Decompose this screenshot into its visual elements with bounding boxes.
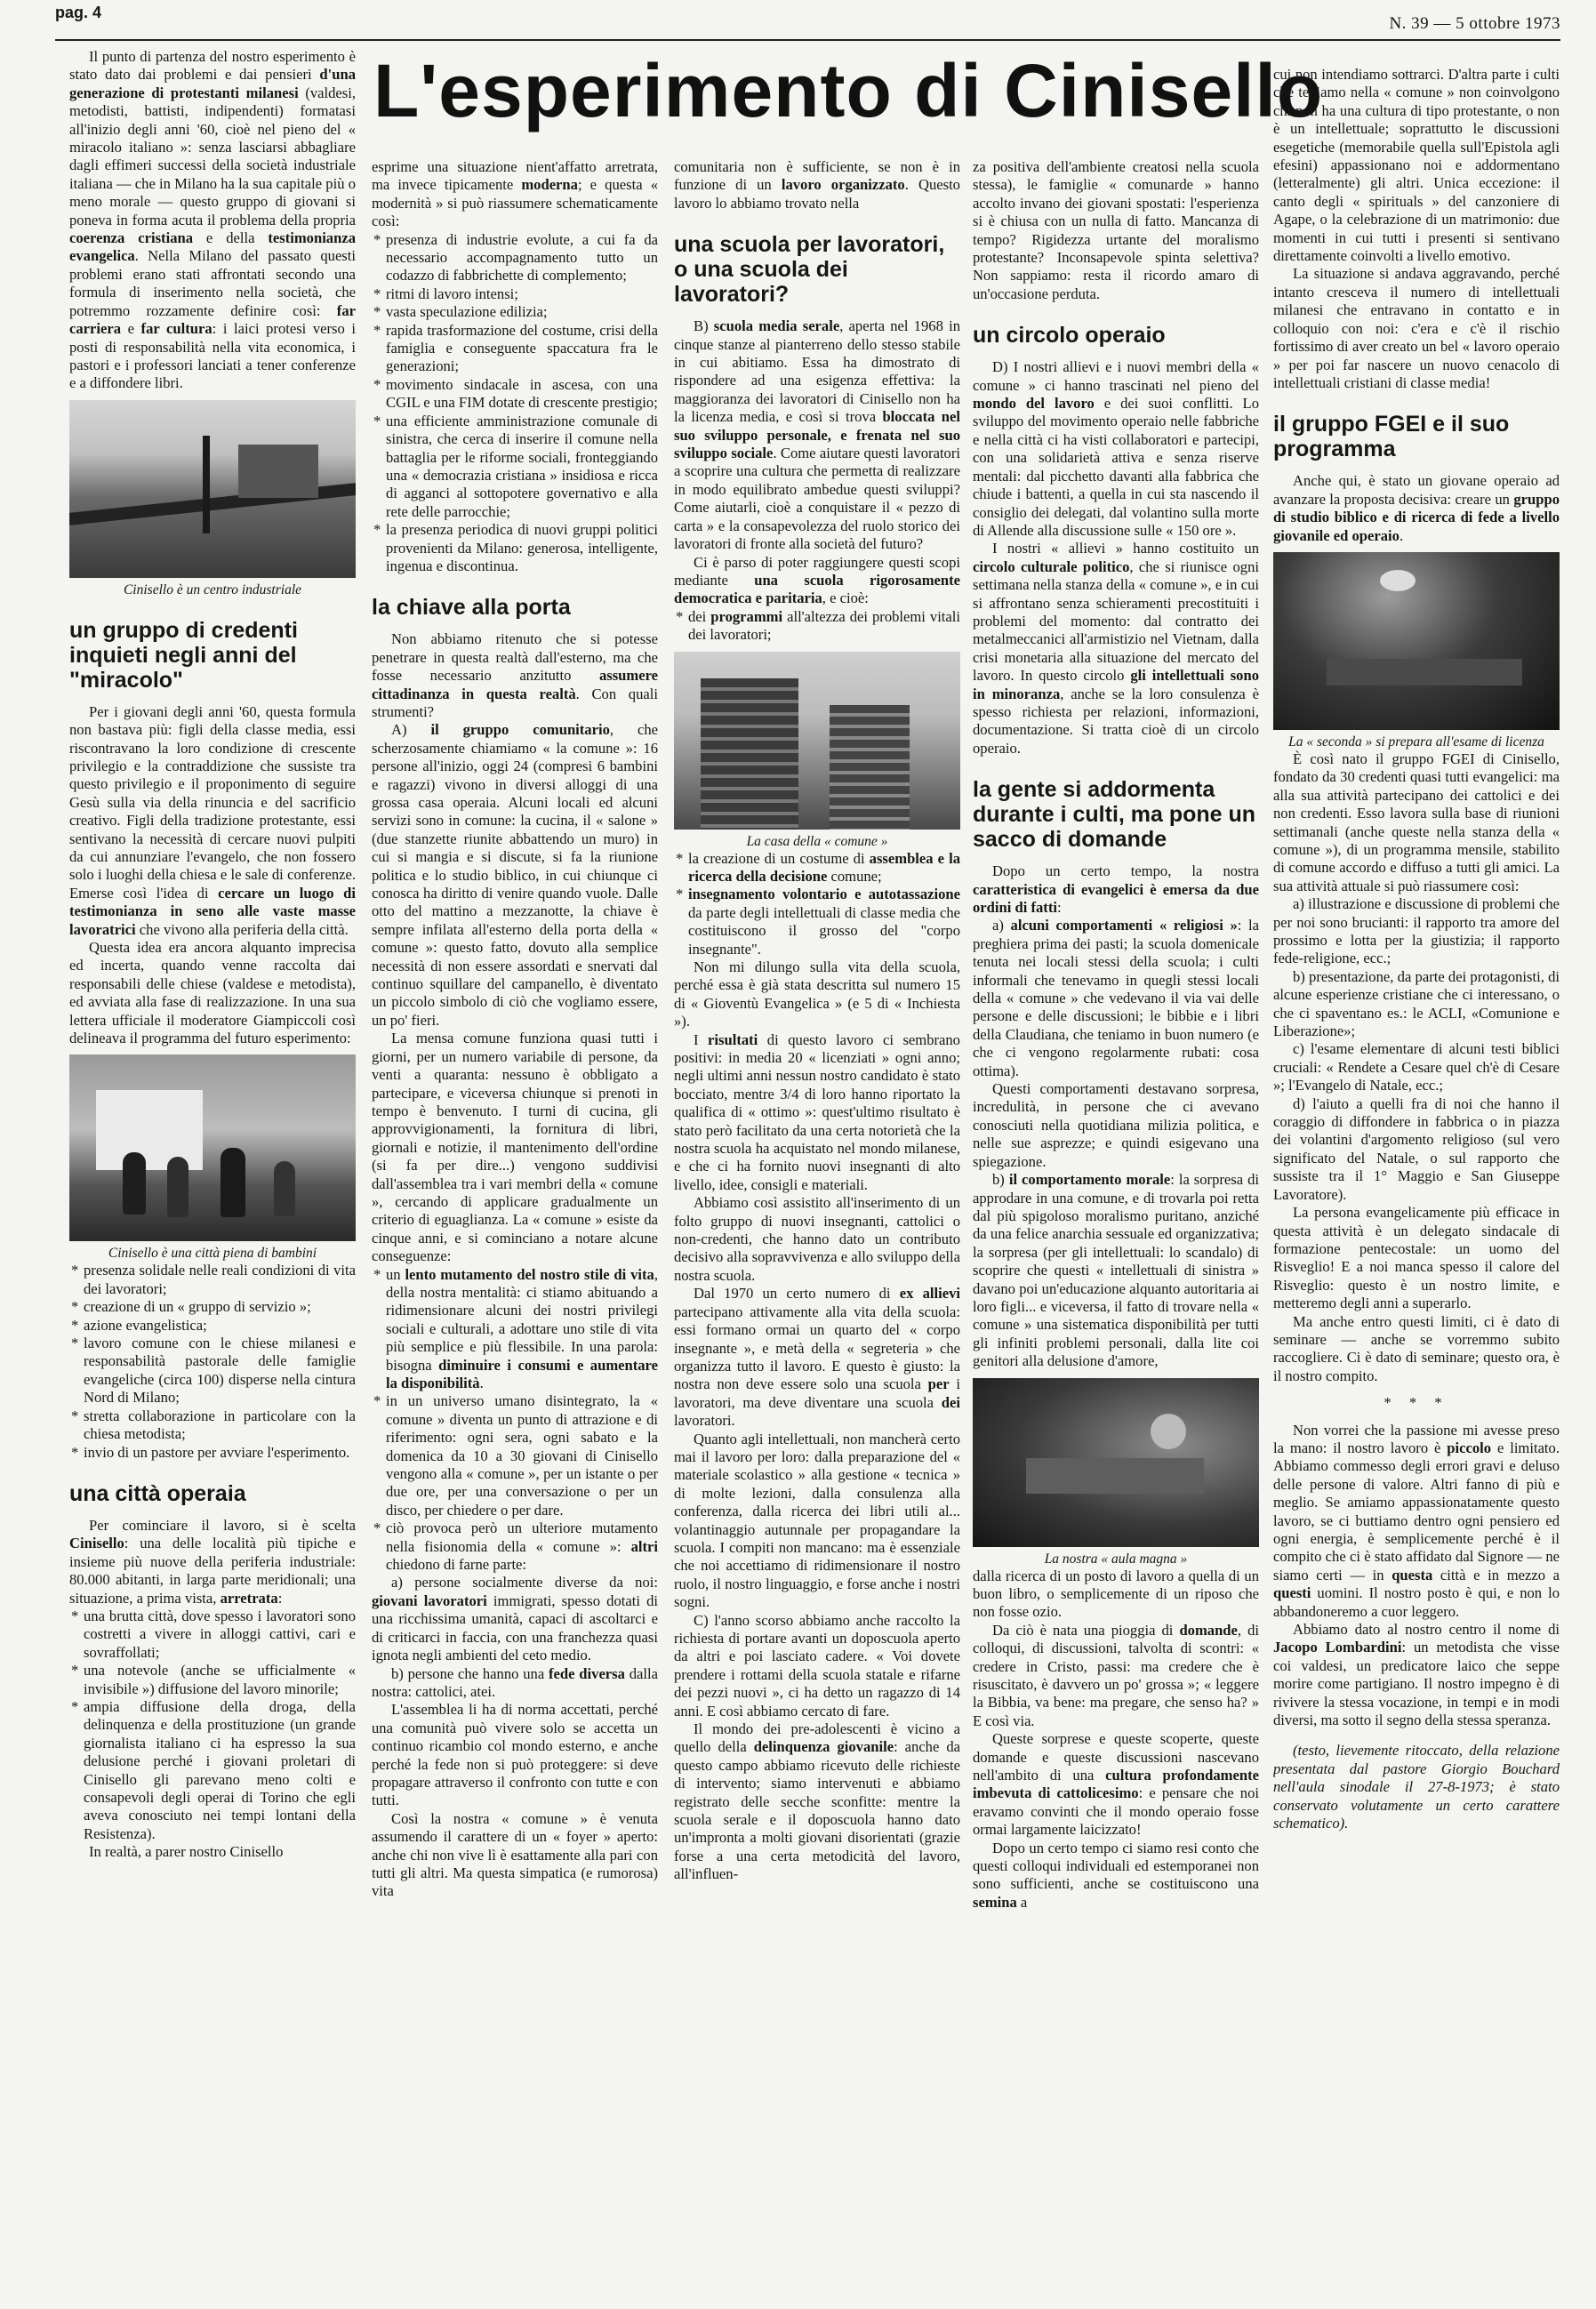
- issue-date: N. 39 — 5 ottobre 1973: [1389, 14, 1560, 33]
- paragraph: Questa idea era ancora alquanto imprecisa ed incerta, quando venne raccolta dai responsabili delle chiese (valdese e metodista), ed avviata alla fase di realizzazione. In una sua lettera ufficiale il moderatore Giampiccoli così delineava il programma del futuro esperimento:: [69, 939, 356, 1047]
- column-3: [674, 158, 960, 2289]
- paragraph: Da ciò è nata una pioggia di domande, di colloqui, di discussioni, talvolta di scontri: « credere in Cristo, passi: ma credere che è risuscitato, è davvero un po' grossa »; « leggere la Bibbia, va bene: ma pregare, che senso ha? » E così via.: [973, 1621, 1259, 1729]
- list-item: * stretta collaborazione in particolare con la chiesa metodista;: [84, 1407, 356, 1444]
- subheading: la gente si addormenta durante i culti, ma pone un sacco di domande: [973, 777, 1256, 853]
- list-item: * un lento mutamento del nostro stile di vita, della nostra mentalità: ci stiamo abituando a ridimensionare alcuni dei nostri privilegi sociali e culturali, a adottare uno stile di vita più semplice e più flessibile. In una parola: bisogna diminuire i consumi e aumentare la disponibilità.: [386, 1266, 658, 1393]
- paragraph: dalla ricerca di un posto di lavoro a quella di un buon libro, o semplicemente di un riposo che non fosse ozio.: [973, 1567, 1259, 1621]
- photo-caption: Cinisello è una città piena di bambini: [108, 1246, 317, 1262]
- paragraph: Così la nostra « comune » è venuta assumendo il carattere di un « foyer » aperto: anche chi non vive lì è esattamente alla pari con tutti gli altri. Ma questa simpatica (e rumorosa) vita: [372, 1809, 658, 1900]
- paragraph: I risultati di questo lavoro ci sembrano positivi: in media 20 « licenziati » ogni anno; negli ultimi anni nessun nostro candidato è stato bocciato, mentre 3/4 di loro hanno riportato la qualifica di « ottimo »: quest'ultimo risultato è stato però facilitato da una certa notorietà che la nostra scuola ha acquistato nel mondo milanese, e che ci ha fornito nuovi insegnanti di alto livello, idee, consigli e materiali.: [674, 1030, 960, 1193]
- editor-note: (testo, lievemente ritoccato, della relazione presentata dal pastore Giorgio Bouchard nell'aula sinodale il 27-8-1973; è stato conservato volutamente un certo carattere schematico).: [1273, 1742, 1560, 1832]
- list-item: * presenza di industrie evolute, a cui fa da necessario accompagnamento tutto un codazzo di fabbrichette di complemento;: [386, 231, 658, 285]
- list-item: * la creazione di un costume di assemblea e la ricerca della decisione comune;: [688, 850, 960, 886]
- list-item: * lavoro comune con le chiese milanesi e responsabilità pastorale delle famiglie evangeliche (circa 100) disperse nella cintura Nord di Milano;: [84, 1335, 356, 1407]
- paragraph: Non vorrei che la passione mi avesse preso la mano: il nostro lavoro è piccolo e limitato. Abbiamo commesso degli errori gravi e deluso delle persone di valore. Altri fanno di più e meglio. Se amiamo appassionatamente questo lavoro, se ci buttiamo dentro ogni pensiero ed ogni energia, è semplicemente perché è il compito che ci è stato affidato dal Signore — ne siamo certi — in questa città e in mezzo a questi uomini. Il nostro posto è qui, e non lo abbandoneremo a cuor leggero.: [1273, 1421, 1560, 1620]
- school-list: [674, 608, 960, 645]
- list-item: * movimento sindacale in ascesa, con una CGIL e una FIM dotate di crescente prestigio;: [386, 376, 658, 413]
- list-item: * ampia diffusione della droga, della delinquenza e della prostituzione (un grande giornalista italiano ci ha espresso la sua delusione perché i giovani proletari di Cinisello gli parevano meno colti e consapevoli degli operai di Torino che egli aveva conosciuto nei tempi lontani della Resistenza).: [84, 1698, 356, 1843]
- photo-caption: Cinisello è un centro industriale: [123, 581, 302, 597]
- list-item: * ciò provoca però un ulteriore mutamento nella fisionomia della « comune »: altri chiedono di farne parte:: [386, 1519, 658, 1574]
- paragraph: I nostri « allievi » hanno costituito un circolo culturale politico, che si riunisce ogni settimana nella stanza della « comune », e in cui si affrontano senza schieramenti precostituiti i problemi del momento: dal contratto dei metalmeccanici all'armistizio nel Vietnam, dalla crisi monetaria alla situazione del mercato del lavoro. In questo circolo gli intellettuali sono in minoranza, anche se la loro consulenza è spesso richiesta per relazioni, informazioni, documentazione. Si tratta cioè di un circolo operaio.: [973, 540, 1259, 757]
- paragraph: Per i giovani degli anni '60, questa formula non bastava più: figli della classe media, essi riscontravano la loro condizione di crescente privilegio e la contraddizione che sussiste tra questo privilegio e il proponimento di seguire Gesù sulla via della rinuncia e del sacrificio creativo. Figli della tradizione protestante, essi sentivano la necessità di cercare nuovi pulpiti da cui annunziare l'evangelo, che non fossero solo i luoghi della chiesa e le sale di conferenze. Emerse così l'idea di cercare un luogo di testimonianza in seno alle vaste masse lavoratrici che vivono alla periferia della città.: [69, 702, 356, 938]
- photo-industrial-centre: [69, 400, 356, 578]
- paragraph: In realtà, a parer nostro Cinisello: [89, 1843, 284, 1861]
- list-item: * vasta speculazione edilizia;: [386, 303, 658, 321]
- paragraph: La persona evangelicamente più efficace in questa attività è un delegato sindacale di formazione pentecostale: un uomo del Risveglio! E a noi manca spesso il calore del Risveglio: questo è un nostro limite, e metteremo degli anni a superarlo.: [1273, 1204, 1560, 1312]
- paragraph: B) scuola media serale, aperta nel 1968 in cinque stanze al pianterreno dello stesso stabile in cui abitiamo. Essa ha dimostrato di rispondere ad una esigenza effettiva: la maggioranza dei lavoratori di Cinisello non ha la licenza media, e così si trova bloccata nel suo sviluppo personale, e frenata nel suo sviluppo sociale. Come aiutare questi lavoratori a scoprire una cultura che permetta di realizzare in modo equilibrato ambedue questi sviluppi? Come aiutarli, cioè a conquistare il « pezzo di carta » e la consapevolezza del ruolo storico dei lavoratori di fronte alla società del futuro?: [674, 317, 960, 553]
- school-list-2: [674, 850, 960, 958]
- list-item: * rapida trasformazione del costume, crisi della famiglia e conseguente spaccatura fra le generazioni;: [386, 322, 658, 376]
- paragraph: Abbiamo così assistito all'inserimento di un folto gruppo di nuovi insegnanti, cattolici o non-credenti, che hanno dato un contributo decisivo alla sopravvivenza e allo sviluppo della nostra scuola.: [674, 1194, 960, 1284]
- paragraph: esprime una situazione nient'affatto arretrata, ma invece tipicamente moderna; e questa « modernità » si può riassumere schematicamente così:: [372, 158, 658, 230]
- paragraph: A) il gruppo comunitario, che scherzosamente chiamiamo « la comune »: 16 persone all'inizio, oggi 24 (compresi 6 bambini e ragazzi) vivono in diversi alloggi di una grossa casa operaia. Alcuni locali ed alcuni servizi sono in comune: la cucina, il « salone » (due stanzette riunite abbattendo un muro) in cui si mangia e si discute, si fa la riunione politica e lo studio biblico, in cui chiunque ci conosca ha diritto di venire quando vuole. Dalle otto del mattino a mezzanotte, la chiave è sempre infilata all'esterno della porta della « comune »: questo fatto, dovuto alla semplice necessità di non essere assordati e snervati dal continuo squillare del campanello, è diventato un piccolo simbolo di ciò che vogliamo essere, un po' fieri.: [372, 721, 658, 1029]
- paragraph: Dal 1970 un certo numero di ex allievi partecipano attivamente alla vita della scuola: essi formano ormai un quarto del « corpo insegnante », e metà della « segreteria » che organizza tutto il lavoro. E questo è giusto: la nostra non deve essere solo una scuola per i lavoratori, ma deve diventare una scuola dei lavoratori.: [674, 1285, 960, 1430]
- list-item: * creazione di un « gruppo di servizio »;: [84, 1298, 356, 1316]
- paragraph: Dopo un certo tempo, la nostra caratteristica di evangelici è emersa da due ordini di fatti:: [973, 862, 1259, 916]
- paragraph: Ma anche entro questi limiti, ci è dato di seminare — anche se vorremmo subito raccogliere. Ci è dato di seminare; questo ora, è il nostro compito.: [1273, 1312, 1560, 1384]
- subheading: la chiave alla porta: [372, 595, 571, 621]
- photo-aula-magna: [973, 1378, 1259, 1547]
- photo-exam-preparation: [1273, 552, 1560, 730]
- column-4: [973, 158, 1259, 2289]
- subheading: un gruppo di credenti inquieti negli anni del "miracolo": [69, 617, 298, 693]
- paragraph: b) persone che hanno una fede diversa dalla nostra: cattolici, atei.: [372, 1664, 658, 1700]
- column-5: [1273, 66, 1560, 2289]
- paragraph: Non mi dilungo sulla vita della scuola, perché essa è già stata descritta sul numero 15 di « Gioventù Evangelica » (e 5 di « Inchiesta »).: [674, 958, 960, 1030]
- list-item: * una efficiente amministrazione comunale di sinistra, che cerca di inserire il comune nella battaglia per le riforme sociali, fronteggiando una « democrazia cristiana » insidiosa e ricca di agganci al sottopotere governativo e alla rete delle parrocchie;: [386, 413, 658, 521]
- list-item: * invio di un pastore per avviare l'esperimento.: [84, 1444, 356, 1462]
- list-item: * la presenza periodica di nuovi gruppi politici provenienti da Milano: generosa, intelligente, ingenua e discontinua.: [386, 521, 658, 575]
- paragraph: a) illustrazione e discussione di problemi che per noi sono brucianti: il rapporto tra amore del prossimo e lotta per la giustizia; il rapporto fede-religione, ecc.;: [1273, 895, 1560, 967]
- paragraph: La situazione si andava aggravando, perché intanto cresceva il numero di intellettuali milanesi che entravano in contatto e in colloquio con noi: c'era e c'è il rischio fortissimo di aver creato un bel « lavoro operaio » per poi far nascere un nuovo cenacolo di intellettuali cristiani di classe media!: [1273, 265, 1560, 391]
- paragraph: D) I nostri allievi e i nuovi membri della « comune » ci hanno trascinati nel pieno del mondo del lavoro e dei suoi conflitti. Lo sviluppo del movimento operaio nelle fabbriche e nella città ci ha visti collaboratori e partecipi, con una solidarietà attiva e senza riserve mentali: dal picchetto davanti alla fabbrica che chiude i battenti, a quella in cui sta nascendo il consiglio dei delegati, dal volantino sulla morte di Allende alla discussione sulle « 150 ore ».: [973, 358, 1259, 539]
- paragraph: Il mondo dei pre-adolescenti è vicino a quello della delinquenza giovanile: anche da questo campo abbiamo ricevuto delle richieste di intervento; siamo intervenuti e abbiamo registrato delle secche sconfitte: mentre la scuola serale e il doposcuola hanno dato un'impronta a molti giovani disorientati (grazie forse a una certa metodicità del lavoro, all'influen-: [674, 1720, 960, 1883]
- program-list: [69, 1262, 356, 1461]
- paragraph: a) alcuni comportamenti « religiosi »: la preghiera prima dei pasti; la scuola domenicale tenuta nei locali stessi della scuola; i culti informali che tenevamo in quegli stessi locali della « comune » che vedevano il via vai delle persone e delle discussioni; le bibbie e i libri della Claudiana, che teniamo in buon numero (e che ci vengono regolarmente rubati: cosa ottima).: [973, 917, 1259, 1079]
- subheading: il gruppo FGEI e il suo programma: [1273, 412, 1510, 462]
- paragraph: c) l'esame elementare di alcuni testi biblici cruciali: « Rendete a Cesare quel ch'è di Cesare »; l'Evangelo di Natale, ecc.;: [1273, 1040, 1560, 1094]
- paragraph: Quanto agli intellettuali, non mancherà certo mai il lavoro per loro: dalla preparazione del « materiale scolastico » alla gestione « tecnica » di molte lezioni, dalla consulenza alla conferenza, dalla ricerca dei libri utili al... volantinaggio autunnale per propagandare la scuola. I compiti non mancano: ma è essenziale che noi accettiamo di ridimensionare il nostro ruolo, il nostro linguaggio, e forse anche i nostri sogni.: [674, 1430, 960, 1611]
- modernity-list: [372, 231, 658, 576]
- paragraph: Ci è parso di poter raggiungere questi scopi mediante una scuola rigorosamente democratica e paritaria, e cioè:: [674, 553, 960, 607]
- paragraph: L'assemblea li ha di norma accettati, perché una comunità può vivere solo se accetta un continuo ricambio col mondo esterno, e anche perché la fede non si può proteggere: si deve propagare attraverso il confronto con tutte e con tutti.: [372, 1701, 658, 1809]
- paragraph: È così nato il gruppo FGEI di Cinisello, fondato da 30 credenti quasi tutti evangelici: ma alla sua attività partecipano dei cattolici e dei non credenti. Esso lavora sulla base di riunioni settimanali (anche queste nella stanza della « comune »), di un programma mensile, stabilito di comune accordo e diffuso a tutti gli amici. La sua attività attuale si può riassumere così:: [1273, 750, 1560, 894]
- page-number: pag. 4: [55, 4, 102, 21]
- subheading: una scuola per lavoratori, o una scuola dei lavoratori?: [674, 232, 945, 308]
- list-item: * una brutta città, dove spesso i lavoratori sono costretti a vivere in alloggi cattivi, cari e sovraffollati;: [84, 1607, 356, 1662]
- paragraph: b) presentazione, da parte dei protagonisti, di alcune esperienze cristiane che ci interessano, o che ci spaventano es.: le ACLI, «Comunione e Liberazione»;: [1273, 967, 1560, 1040]
- paragraph: Non abbiamo ritenuto che si potesse penetrare in questa realtà dall'esterno, ma che fosse necessario anzitutto assumere cittadinanza in questa realtà. Con quali strumenti?: [372, 630, 658, 720]
- paragraph: C) l'anno scorso abbiamo anche raccolto la richiesta di portare avanti un doposcuola aperto da altri e poi lasciato cadere. « Voi dovete prendere i rottami della scuola statale e rifarne dei pezzi nuovi », ci ha detto un ragazzo di 14 anni. E così abbiamo cercato di fare.: [674, 1611, 960, 1720]
- paragraph: a) persone socialmente diverse da noi: giovani lavoratori immigrati, spesso dotati di una ricchissima umanità, capaci di ascoltarci e di criticarci in faccia, con una franchezza quasi ignota negli ambienti del ceto medio.: [372, 1574, 658, 1664]
- paragraph: d) l'aiuto a quelli fra di noi che hanno il coraggio di diffondere in fabbrica o in piazza dei volantini d'argomento religioso (sul vero significato del Natale, o sul rapporto che sussiste tra il 1° Maggio e San Giuseppe Lavoratore).: [1273, 1094, 1560, 1203]
- paragraph: Per cominciare il lavoro, si è scelta Cinisello: una delle località più tipiche e insieme più nuove della periferia industriale: 80.000 abitanti, in larga parte meridionali; una situazione, a prima vista, arretrata:: [69, 1516, 356, 1607]
- photo-comune-house: [674, 652, 960, 830]
- list-item: * dei programmi all'altezza dei problemi vitali dei lavoratori;: [688, 608, 960, 645]
- header-rule: [55, 39, 1560, 41]
- paragraph: Queste sorprese e queste scoperte, queste domande e queste discussioni nascevano nell'ambito di una cultura profondamente imbevuta di cattolicesimo: e pensare che noi eravamo convinti che il mondo operaio fosse ormai largamente laicizzato!: [973, 1730, 1259, 1839]
- subheading: una città operaia: [69, 1480, 246, 1506]
- list-item: * una notevole (anche se ufficialmente « invisibile ») diffusione del lavoro minorile;: [84, 1662, 356, 1698]
- paragraph: Abbiamo dato al nostro centro il nome di Jacopo Lombardini: un metodista che visse coi valdesi, un predicatore laico che seppe morire come partigiano. Il nostro impegno è di rivivere la stessa vocazione, in tempi e in modi diversi, ma sotto il segno della stessa speranza.: [1273, 1621, 1560, 1729]
- paragraph: Questi comportamenti destavano sorpresa, incredulità, in persone che ci avevano conosciuti nella quotidiana milizia politica, e nelle sue asprezze; e quindi esigevano una spiegazione.: [973, 1080, 1259, 1170]
- list-item: * insegnamento volontario e autotassazione da parte degli intellettuali di classe media che costituiscono il grosso del "corpo insegnante".: [688, 886, 960, 958]
- headline: L'esperimento di Cinisello: [373, 49, 1324, 132]
- photo-caption: La « seconda » si prepara all'esame di licenza: [1288, 734, 1544, 750]
- paragraph: Il punto di partenza del nostro esperimento è stato dato dai problemi e dai pensieri d'una generazione di protestanti milanesi (valdesi, metodisti, battisti, indipendenti) formatasi all'inizio degli anni '60, cioè nel pieno del « miracolo italiano »: senza lasciarsi abbagliare dagli effimeri successi della società industriale italiana — che in Milano ha la sua capitale più o meno morale — questo gruppo di giovani si poneva in forma acuta il problema della propria coerenza cristiana e della testimonianza evangelica. Nella Milano del passato questi problemi erano stati affrontati secondo una formula di inserimento nella società, che potremmo rozzamente definire così: far carriera e far cultura: i laici protesi verso i posti di responsabilità nella vita economica, i pastori e i professori lanciati a tener conferenze e a diffondere libri.: [69, 48, 356, 392]
- photo-caption: La casa della « comune »: [746, 833, 888, 849]
- list-item: * in un universo umano disintegrato, la « comune » diventa un punto di attrazione e di riferimento: ogni sera, ogni sabato e la domenica da 10 a 30 giovani di Cinisello vengono alla « comune », per un istante o per due ore, per una conversazione o per un disco, per chiedere o per dare.: [386, 1392, 658, 1519]
- list-item: * ritmi di lavoro intensi;: [386, 285, 658, 303]
- paragraph: Dopo un certo tempo ci siamo resi conto che questi colloqui individuali ed estemporanei non sono sufficienti, anche se costituiscono una semina a: [973, 1839, 1259, 1911]
- paragraph: cui non intendiamo sottrarci. D'altra parte i culti che teniamo nella « comune » non coinvolgono chi non ha una cultura di tipo protestante, o non è un intellettuale; soprattutto le discussioni esegetiche (memorabile quella sull'Epistola agli efesini) appassionano noi e addormentano (letteralmente) gli altri. Unica eccezione: il canto degli « spirituals » del canzoniere di Agape, o la celebrazione di un matrimonio: due momenti in cui tutti i presenti si sentivano direttamente coinvolti a livello emotivo.: [1273, 66, 1560, 265]
- situation-list: [69, 1607, 356, 1843]
- photo-caption: La nostra « aula magna »: [1044, 1551, 1188, 1567]
- paragraph: Anche qui, è stato un giovane operaio ad avanzare la proposta decisiva: creare un gruppo di studio biblico e di ricerca di fede a livello giovanile ed operaio.: [1273, 472, 1560, 544]
- paragraph: b) il comportamento morale: la sorpresa di approdare in una comune, e di trovarla poi retta dal più spigoloso moralismo puritano, anziché da una felice anarchia sessuale ed organizzativa; la sorpresa (per gli intellettuali: lo scandalo) di scoprire che questi « intellettuali di sinistra » davano poi un'educazione alquanto autoritaria ai loro figli... e viceversa, il fatto di trovare nella « comune » una sistematica disponibilità per tutti gli infiniti problemi personali, dalla lite coi genitori alla delusione d'amore,: [973, 1171, 1259, 1370]
- paragraph: comunitaria non è sufficiente, se non è in funzione di un lavoro organizzato. Questo lavoro lo abbiamo trovato nella: [674, 158, 960, 212]
- consequence-list: [372, 1266, 658, 1575]
- column-2: [372, 158, 658, 2289]
- list-item: * presenza solidale nelle reali condizioni di vita dei lavoratori;: [84, 1262, 356, 1298]
- paragraph: za positiva dell'ambiente creatosi nella scuola stessa), le famiglie « comunarde » hanno accolto invano dei giovani spostati: l'esperienza si è chiusa con un nulla di fatto. Mancanza di tempo? Rigidezza urtante del moralismo protestante? Inconsapevole spinta selettiva? Non sappiamo: resta il ricordo amaro di un'occasione perduta.: [973, 158, 1259, 302]
- subheading: un circolo operaio: [973, 323, 1166, 349]
- column-1: [69, 48, 356, 2289]
- photo-children: [69, 1054, 356, 1241]
- list-item: * azione evangelistica;: [84, 1317, 356, 1335]
- section-separator: * * *: [1383, 1394, 1449, 1412]
- paragraph: La mensa comune funziona quasi tutti i giorni, per un numero variabile di persone, da venti a quaranta: nessuno è obbligato a partecipare, e viceversa chiunque si prenoti in tempo è benvenuto. I turni di cucina, gli approvvigionamenti, la fornitura di libri, giornali e notizie, il mantenimento dell'ordine (si fa per dire...) vengono suddivisi dall'assemblea tra i vari membri della « comune », cercando di applicare gradualmente un criterio di eguaglianza. La « comune » esiste da cinque anni, e si cominciano a notare alcune conseguenze:: [372, 1030, 658, 1265]
